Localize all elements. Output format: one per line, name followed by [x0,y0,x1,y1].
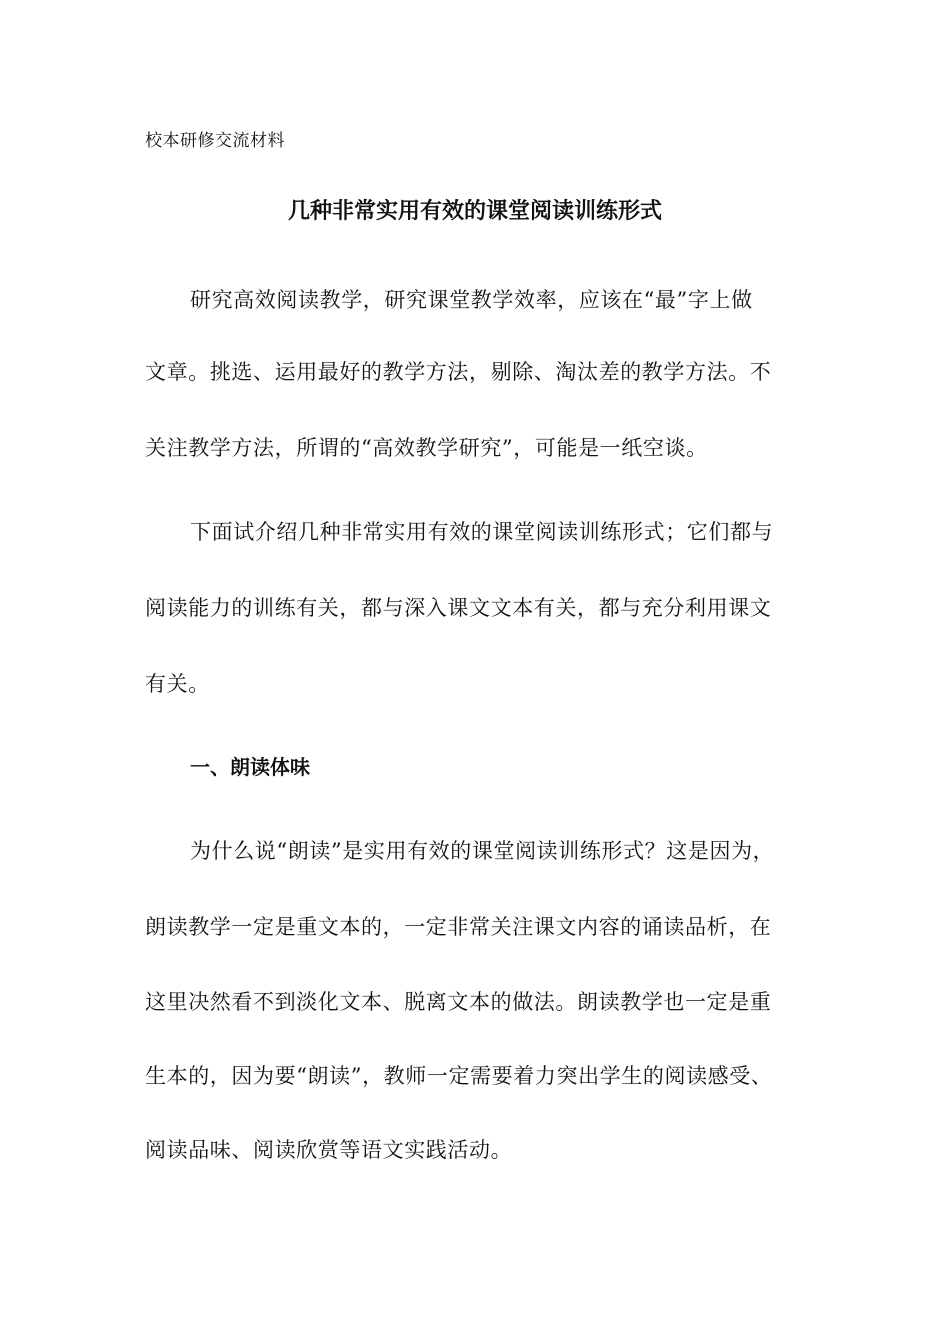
paragraph-3-line-4: 生本的，因为要“朗读”，教师一定需要着力突出学生的阅读感受、 [145,1064,773,1088]
paragraph-2-line-2: 阅读能力的训练有关，都与深入课文文本有关，都与充分利用课文 [145,596,772,620]
paragraph-2-line-1: 下面试介绍几种非常实用有效的课堂阅读训练形式；它们都与 [190,520,774,544]
paragraph-3-line-5: 阅读品味、阅读欣赏等语文实践活动。 [145,1138,513,1162]
paragraph-2-line-3: 有关。 [145,672,210,696]
paragraph-3-line-1: 为什么说“朗读”是实用有效的课堂阅读训练形式？这是因为， [190,839,775,863]
paragraph-3-line-3: 这里决然看不到淡化文本、脱离文本的做法。朗读教学也一定是重 [145,990,772,1014]
document-title: 几种非常实用有效的课堂阅读训练形式 [287,199,662,224]
paragraph-1-line-1: 研究高效阅读教学，研究课堂教学效率，应该在“最”字上做 [190,288,753,312]
paragraph-1-line-3: 关注教学方法，所谓的“高效教学研究”，可能是一纸空谈。 [145,436,708,460]
header-note: 校本研修交流材料 [145,131,285,151]
section-1-heading: 一、朗读体味 [190,755,310,779]
paragraph-1-line-2: 文章。挑选、运用最好的教学方法，剔除、淘汰差的教学方法。不 [145,360,772,384]
paragraph-3-line-2: 朗读教学一定是重文本的，一定非常关注课文内容的诵读品析，在 [145,915,772,939]
